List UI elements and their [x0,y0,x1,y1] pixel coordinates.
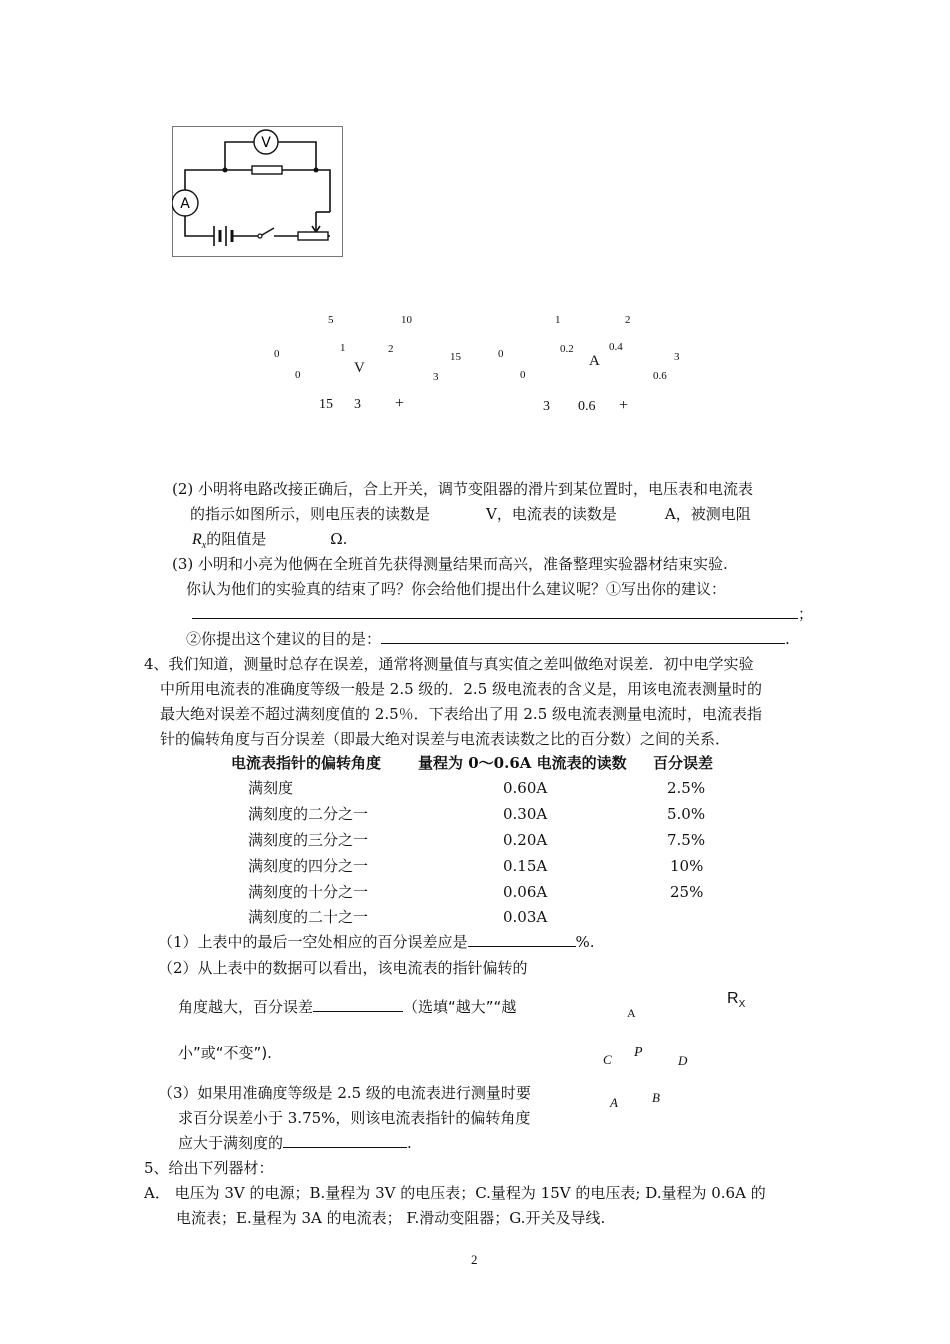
a-scale-lower-0.6: 0.6 [653,370,667,382]
q3-p2-line2 [190,503,751,525]
v-terminal-3: 3 [354,397,361,412]
table-cell: 0.03A [503,908,548,926]
v-scale-lower-3: 3 [433,371,439,383]
label-b: B [652,1090,660,1105]
v-zero-inner: 0 [295,369,301,381]
q4-intro-line2: 中所用电流表的准确度等级一般是 2.5 级的．2.5 级电流表的含义是，用该电流表测量时的 [160,680,763,698]
q4-sub1-end: %. [575,933,595,951]
rx-subscript: x [201,540,207,551]
q3-p2-text-b: V，电流表的读数是 [486,505,617,523]
table-cell: 10% [670,857,704,875]
q3-p3-line3 [192,603,813,625]
voltmeter-symbol: V [261,135,271,151]
label-d: D [678,1053,688,1068]
q4-sub3-end: . [407,1134,412,1152]
table-cell: 0.15A [503,857,548,875]
label-rx [727,990,745,1010]
suggestion-blank[interactable] [192,603,798,619]
table-cell: 满刻度的三分之一 [248,831,369,849]
purpose-blank[interactable] [381,628,785,644]
q3-p2-text-a: 的指示如图所示，则电压表的读数是 [190,505,431,523]
q3-p3-line2: 你认为他们的实验真的结束了吗？你会给他们提出什么建议呢？①写出你的建议： [186,580,727,598]
a-terminal-plus: + [619,397,629,414]
table-cell: 满刻度的二十之一 [248,908,369,926]
q4-sub2-line3: 小”或“不变”). [178,1044,272,1062]
q3-p3-semicolon: ； [798,605,814,623]
a-scale-lower-0.4: 0.4 [609,341,623,353]
q4-sub2-text-b: （选填“越大”“越 [403,998,517,1016]
table-cell: 0.06A [503,883,548,901]
v-scale-lower-2: 2 [388,343,394,355]
q4-sub3-line1: （3）如果用准确度等级是 2.5 级的电流表进行测量时要 [158,1084,531,1102]
label-p: P [634,1045,643,1060]
table-cell: 满刻度的二分之一 [248,805,369,823]
v-dial-symbol: V [354,360,365,376]
q4-sub3-text: 应大于满刻度的 [178,1134,284,1152]
q3-p3-period: . [785,630,790,648]
a-terminal-0.6: 0.6 [578,399,596,414]
q3-p2-text-c: A，被测电阻 [664,505,751,523]
a-zero-inner: 0 [520,369,526,381]
page-number: 2 [471,1252,478,1267]
v-scale-upper-5: 5 [328,314,334,326]
table-cell: 0.60A [503,779,548,797]
q3-p2-line1: (2) 小明将电路改接正确后，合上开关，调节变阻器的滑片到某位置时，电压表和电流表 [172,480,754,498]
q4-sub1 [158,931,595,953]
rx-symbol: R [192,531,202,548]
q4-sub2-line1: （2）从上表中的数据可以看出，该电流表的指针偏转的 [158,959,528,977]
q5-line2: 电流表；E.量程为 3A 的电流表； F.滑动变阻器；G.开关及导线. [176,1209,606,1227]
error-trend-blank[interactable] [313,996,403,1012]
q4-sub1-text: （1）上表中的最后一空处相应的百分误差应是 [158,933,468,951]
q3-p3-purpose-label: ②你提出这个建议的目的是： [186,630,382,648]
q3-p2-text-e: Ω. [330,530,348,548]
a-scale-lower-0.2: 0.2 [560,343,574,355]
v-scale-upper-15: 15 [450,351,461,363]
table-cell: 5.0% [667,805,706,823]
table-cell: 25% [670,883,704,901]
a-scale-upper-1: 1 [555,314,561,326]
q4-intro-line4: 针的偏转角度与百分误差（即最大绝对误差与电流表读数之比的百分数）之间的关系． [160,730,731,748]
circuit-diagram [172,126,344,258]
last-error-blank[interactable] [468,931,576,947]
q4-sub2-line2 [178,996,516,1018]
v-terminal-plus: + [395,395,405,412]
v-zero-outer: 0 [274,348,280,360]
q4-sub3-line3 [178,1132,412,1154]
label-a-top: A [627,1006,636,1020]
v-scale-lower-1: 1 [340,342,346,354]
q3-p3-line4 [186,628,790,650]
table-cell: 7.5% [667,831,706,849]
table-cell: 2.5% [667,779,706,797]
a-scale-upper-3: 3 [674,351,680,363]
q4-intro-line3: 最大绝对误差不超过满刻度值的 2.5％．下表给出了用 2.5 级电流表测量电流时，电流表指 [160,705,763,723]
q4-sub2-text-a: 角度越大，百分误差 [178,998,314,1016]
q5-line1: A． 电压为 3V 的电源；B.量程为 3V 的电压表；C.量程为 15V 的电压表; D.量程为 0.6A 的 [144,1184,766,1202]
label-a: A [610,1095,618,1110]
v-terminal-15: 15 [319,397,333,412]
table-cell: 满刻度 [248,779,294,797]
a-zero-outer: 0 [498,348,504,360]
table-cell: 0.30A [503,805,548,823]
a-terminal-3: 3 [543,399,550,414]
ammeter-symbol: A [180,196,190,212]
min-deflection-blank[interactable] [283,1132,407,1148]
label-rx-main: R [727,990,739,1007]
a-dial-symbol: A [589,353,600,369]
a-scale-upper-2: 2 [625,314,631,326]
label-rx-sub: X [738,999,746,1011]
q5-title: 5、给出下列器材： [144,1159,274,1177]
table-cell: 0.20A [503,831,548,849]
q3-p3-line1: (3) 小明和小亮为他俩在全班首先获得测量结果而高兴，准备整理实验器材结束实验. [172,555,728,573]
v-scale-upper-10: 10 [401,314,412,326]
table-header-reading: 量程为 0～0.6A 电流表的读数 [418,754,627,772]
label-c: C [603,1052,612,1067]
table-cell: 满刻度的四分之一 [248,857,369,875]
table-header-error: 百分误差 [653,754,714,772]
q4-intro-line1: 4、我们知道，测量时总存在误差，通常将测量值与真实值之差叫做绝对误差．初中电学实验 [144,655,754,673]
table-cell: 满刻度的十分之一 [248,883,369,901]
q3-p2-text-d: 的阻值是 [206,530,267,548]
table-header-angle: 电流表指针的偏转角度 [231,754,382,772]
q4-sub3-line2: 求百分误差小于 3.75%，则该电流表指针的偏转角度 [178,1109,531,1127]
